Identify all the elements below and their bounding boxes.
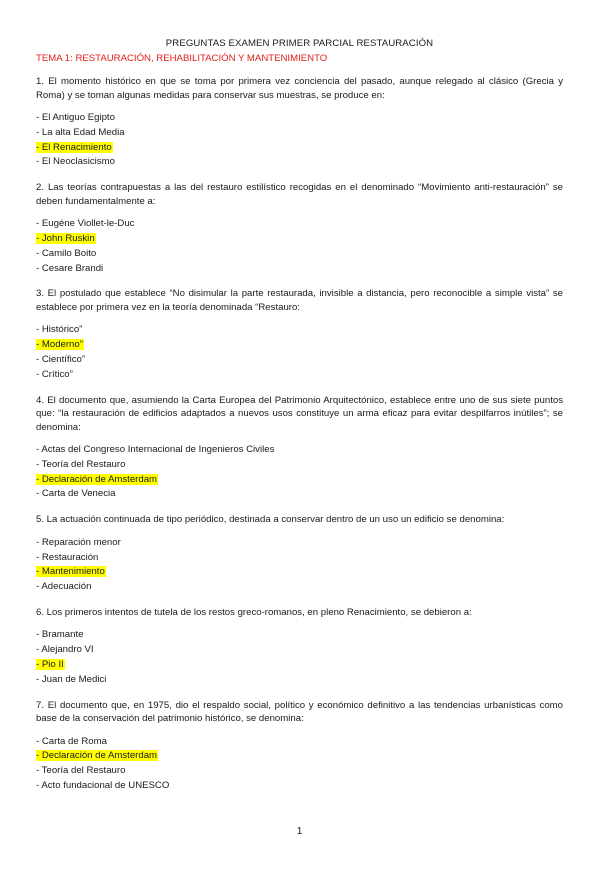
answer-option-highlighted <box>36 141 563 156</box>
answer-option <box>36 443 563 458</box>
answer-option-label: - Carta de Venecia <box>36 488 116 500</box>
question-text: 2. Las teorías contrapuestas a las del restauro estilístico recogidas en el denominado “Movimiento anti-restauración” se deben fundamentalmente a: <box>36 182 563 207</box>
answer-options <box>36 217 563 276</box>
answer-option <box>36 111 563 126</box>
answer-option-label: - Moderno” <box>36 339 83 351</box>
question-text: 3. El postulado que establece “No disimular la parte restaurada, invisible a distancia, pero reconocible a simple vista” se establece por primera vez en la teoría denominada “Restauro: <box>36 288 563 313</box>
document-page <box>0 38 599 886</box>
answer-option-label: - John Ruskin <box>36 232 95 244</box>
answer-option <box>36 764 563 779</box>
answer-option-label: - El Renacimiento <box>36 141 112 153</box>
answer-option-label: - La alta Edad Media <box>36 126 125 138</box>
answer-option-label: - Teoría del Restauro <box>36 765 126 777</box>
answer-option <box>36 262 563 277</box>
page-number: 1 <box>296 826 303 837</box>
answer-option <box>36 580 563 595</box>
answer-option <box>36 628 563 643</box>
answer-option <box>36 487 563 502</box>
answer-option-label: - Alejandro VI <box>36 644 94 656</box>
answer-options <box>36 735 563 794</box>
answer-option <box>36 779 563 794</box>
answer-option-label: - Carta de Roma <box>36 735 107 747</box>
answer-option-label: - Acto fundacional de UNESCO <box>36 780 170 792</box>
answer-option-label: - Declaración de Amsterdam <box>36 473 158 485</box>
answer-option-label: - Bramante <box>36 629 84 641</box>
answer-option-label: - El Neoclasicismo <box>36 156 115 168</box>
answer-option-label: - Restauración <box>36 551 99 563</box>
section-title: TEMA 1: RESTAURACIÓN, REHABILITACIÓN Y MANTENIMIENTO <box>36 53 328 64</box>
answer-option <box>36 673 563 688</box>
question-text: 4. El documento que, asumiendo la Carta Europea del Patrimonio Arquitectónico, establece entre uno de sus siete puntos que: “la restauración de edificios adaptados a nuevos usos constituye un arma eficaz para evitar despilfarros inútiles”; se denomina: <box>36 394 563 433</box>
answer-option-label: - Cesare Brandi <box>36 262 104 274</box>
answer-option-label: - Declaración de Amsterdam <box>36 750 158 762</box>
answer-option <box>36 458 563 473</box>
answer-option <box>36 368 563 383</box>
answer-option-label: - Teoría del Restauro <box>36 458 126 470</box>
answer-option-label: - Reparación menor <box>36 536 121 548</box>
answer-options <box>36 111 563 170</box>
answer-option <box>36 551 563 566</box>
answer-option <box>36 126 563 141</box>
answer-option <box>36 735 563 750</box>
answer-option-label: - Mantenimiento <box>36 566 105 578</box>
answer-option-label: - Camilo Boito <box>36 247 97 259</box>
question-text: 7. El documento que, en 1975, dio el respaldo social, político y económico definitivo a las tendencias urbanísticas como base de la conservación del patrimonio histórico, se denomina: <box>36 699 563 725</box>
answer-options <box>36 323 563 382</box>
answer-option <box>36 353 563 368</box>
answer-option-highlighted <box>36 473 563 488</box>
answer-option-label: - El Antiguo Egipto <box>36 112 115 123</box>
question-list <box>36 75 563 794</box>
answer-option-label: - Científico” <box>36 353 86 365</box>
answer-option <box>36 323 563 338</box>
document-title: PREGUNTAS EXAMEN PRIMER PARCIAL RESTAURACIÓN <box>165 38 434 49</box>
answer-option-label: - Juan de Medici <box>36 673 107 685</box>
question-text: 1. El momento histórico en que se toma por primera vez conciencia del pasado, aunque relegado al clásico (Grecia y Roma) y se toman algunas medidas para conservar sus muestras, se produce en: <box>36 76 563 101</box>
answer-option-highlighted <box>36 658 563 673</box>
answer-option <box>36 217 563 232</box>
answer-option-label: - Crítico” <box>36 368 73 380</box>
answer-option-highlighted <box>36 338 563 353</box>
answer-option <box>36 643 563 658</box>
answer-option <box>36 155 563 170</box>
answer-option-label: - Pio II <box>36 659 64 671</box>
question-text: 6. Los primeros intentos de tutela de los restos greco-romanos, en pleno Renacimiento, se debieron a: <box>36 606 472 618</box>
answer-option-highlighted <box>36 232 563 247</box>
answer-option <box>36 536 563 551</box>
answer-options <box>36 443 563 502</box>
answer-options <box>36 536 563 595</box>
answer-option-label: - Adecuación <box>36 581 92 593</box>
answer-option-highlighted <box>36 749 563 764</box>
answer-option-highlighted <box>36 565 563 580</box>
question-text: 5. La actuación continuada de tipo periódico, destinada a conservar dentro de un uso un edificio se denomina: <box>36 514 505 526</box>
answer-option-label: - Histórico” <box>36 324 83 336</box>
answer-option-label: - Eugéne Viollet-le-Duc <box>36 218 135 230</box>
answer-option-label: - Actas del Congreso Internacional de Ingenieros Civiles <box>36 444 275 456</box>
answer-options <box>36 628 563 687</box>
answer-option <box>36 247 563 262</box>
